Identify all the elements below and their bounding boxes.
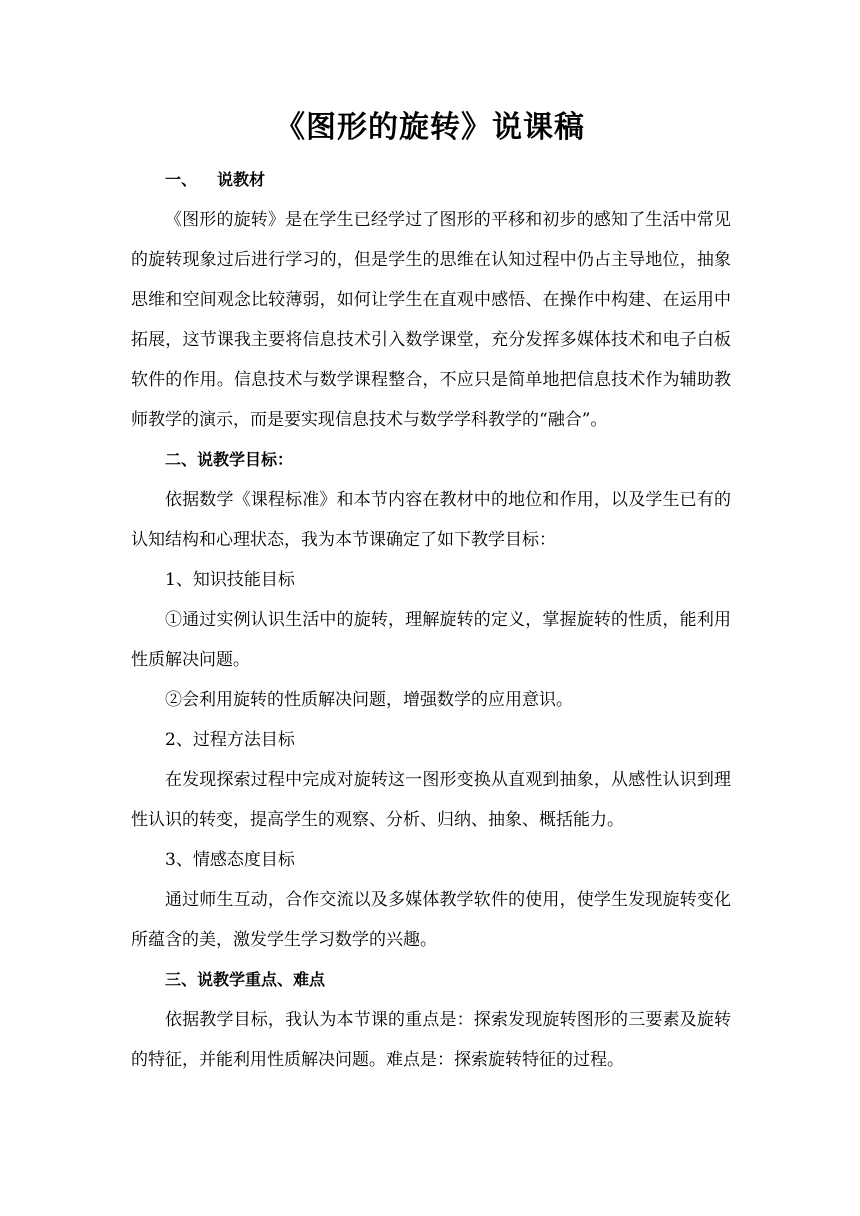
text-line: 依据教学目标，我认为本节课的重点是：探索发现旋转图形的三要素及旋转 <box>165 1010 731 1030</box>
text-line: 《图形的旋转》是在学生已经学过了图形的平移和初步的感知了生活中常见 <box>165 210 731 230</box>
text-line: 软件的作用。信息技术与数学课程整合，不应只是简单地把信息技术作为辅助教 <box>131 370 731 390</box>
text-line: 师教学的演示，而是要实现信息技术与数学学科教学的“融合”。 <box>131 410 608 430</box>
section-title-1: 说教材 <box>217 170 266 189</box>
text-line: 拓展，这节课我主要将信息技术引入数学课堂，充分发挥多媒体技术和电子白板 <box>131 330 731 350</box>
paragraph-key-points <box>131 1000 731 1080</box>
section-heading-2: 二、说教学目标： <box>165 450 294 469</box>
text-line: 性质解决问题。 <box>131 650 250 670</box>
paragraph-goals-intro <box>131 480 731 560</box>
paragraph-textbook <box>131 200 731 440</box>
text-line: 的旋转现象过后进行学习的，但是学生的思维在认知过程中仍占主导地位，抽象 <box>131 250 731 270</box>
text-line: ①通过实例认识生活中的旋转，理解旋转的定义，掌握旋转的性质，能利用 <box>165 610 731 630</box>
paragraph-goal-item-2: ②会利用旋转的性质解决问题，增强数学的应用意识。 <box>165 690 573 710</box>
goal-label-knowledge: 1、知识技能目标 <box>165 570 295 590</box>
section-heading-3: 三、说教学重点、难点 <box>165 970 326 989</box>
paragraph-goal-process <box>131 760 731 840</box>
paragraph-goal-emotion <box>131 880 731 960</box>
text-line: 认知结构和心理状态，我为本节课确定了如下教学目标： <box>131 530 556 550</box>
goal-label-process: 2、过程方法目标 <box>165 730 295 750</box>
document-title: 《图形的旋转》说课稿 <box>275 110 585 145</box>
paragraph-goal-item-1 <box>131 600 731 680</box>
text-line: 的特征，并能利用性质解决问题。难点是：探索旋转特征的过程。 <box>131 1050 624 1070</box>
document-body <box>131 160 731 1080</box>
text-line: 思维和空间观念比较薄弱，如何让学生在直观中感悟、在操作中构建、在运用中 <box>131 290 731 310</box>
text-line: 通过师生互动，合作交流以及多媒体教学软件的使用，使学生发现旋转变化 <box>165 890 731 910</box>
text-line: 所蕴含的美，激发学生学习数学的兴趣。 <box>131 930 437 950</box>
section-number-1: 一、 <box>165 170 198 189</box>
goal-label-emotion: 3、情感态度目标 <box>165 850 295 870</box>
section-heading-1 <box>131 160 731 200</box>
text-line: 在发现探索过程中完成对旋转这一图形变换从直观到抽象，从感性认识到理 <box>165 770 731 790</box>
text-line: 性认识的转变，提高学生的观察、分析、归纳、抽象、概括能力。 <box>131 810 624 830</box>
text-line: 依据数学《课程标准》和本节内容在教材中的地位和作用，以及学生已有的 <box>165 490 731 510</box>
